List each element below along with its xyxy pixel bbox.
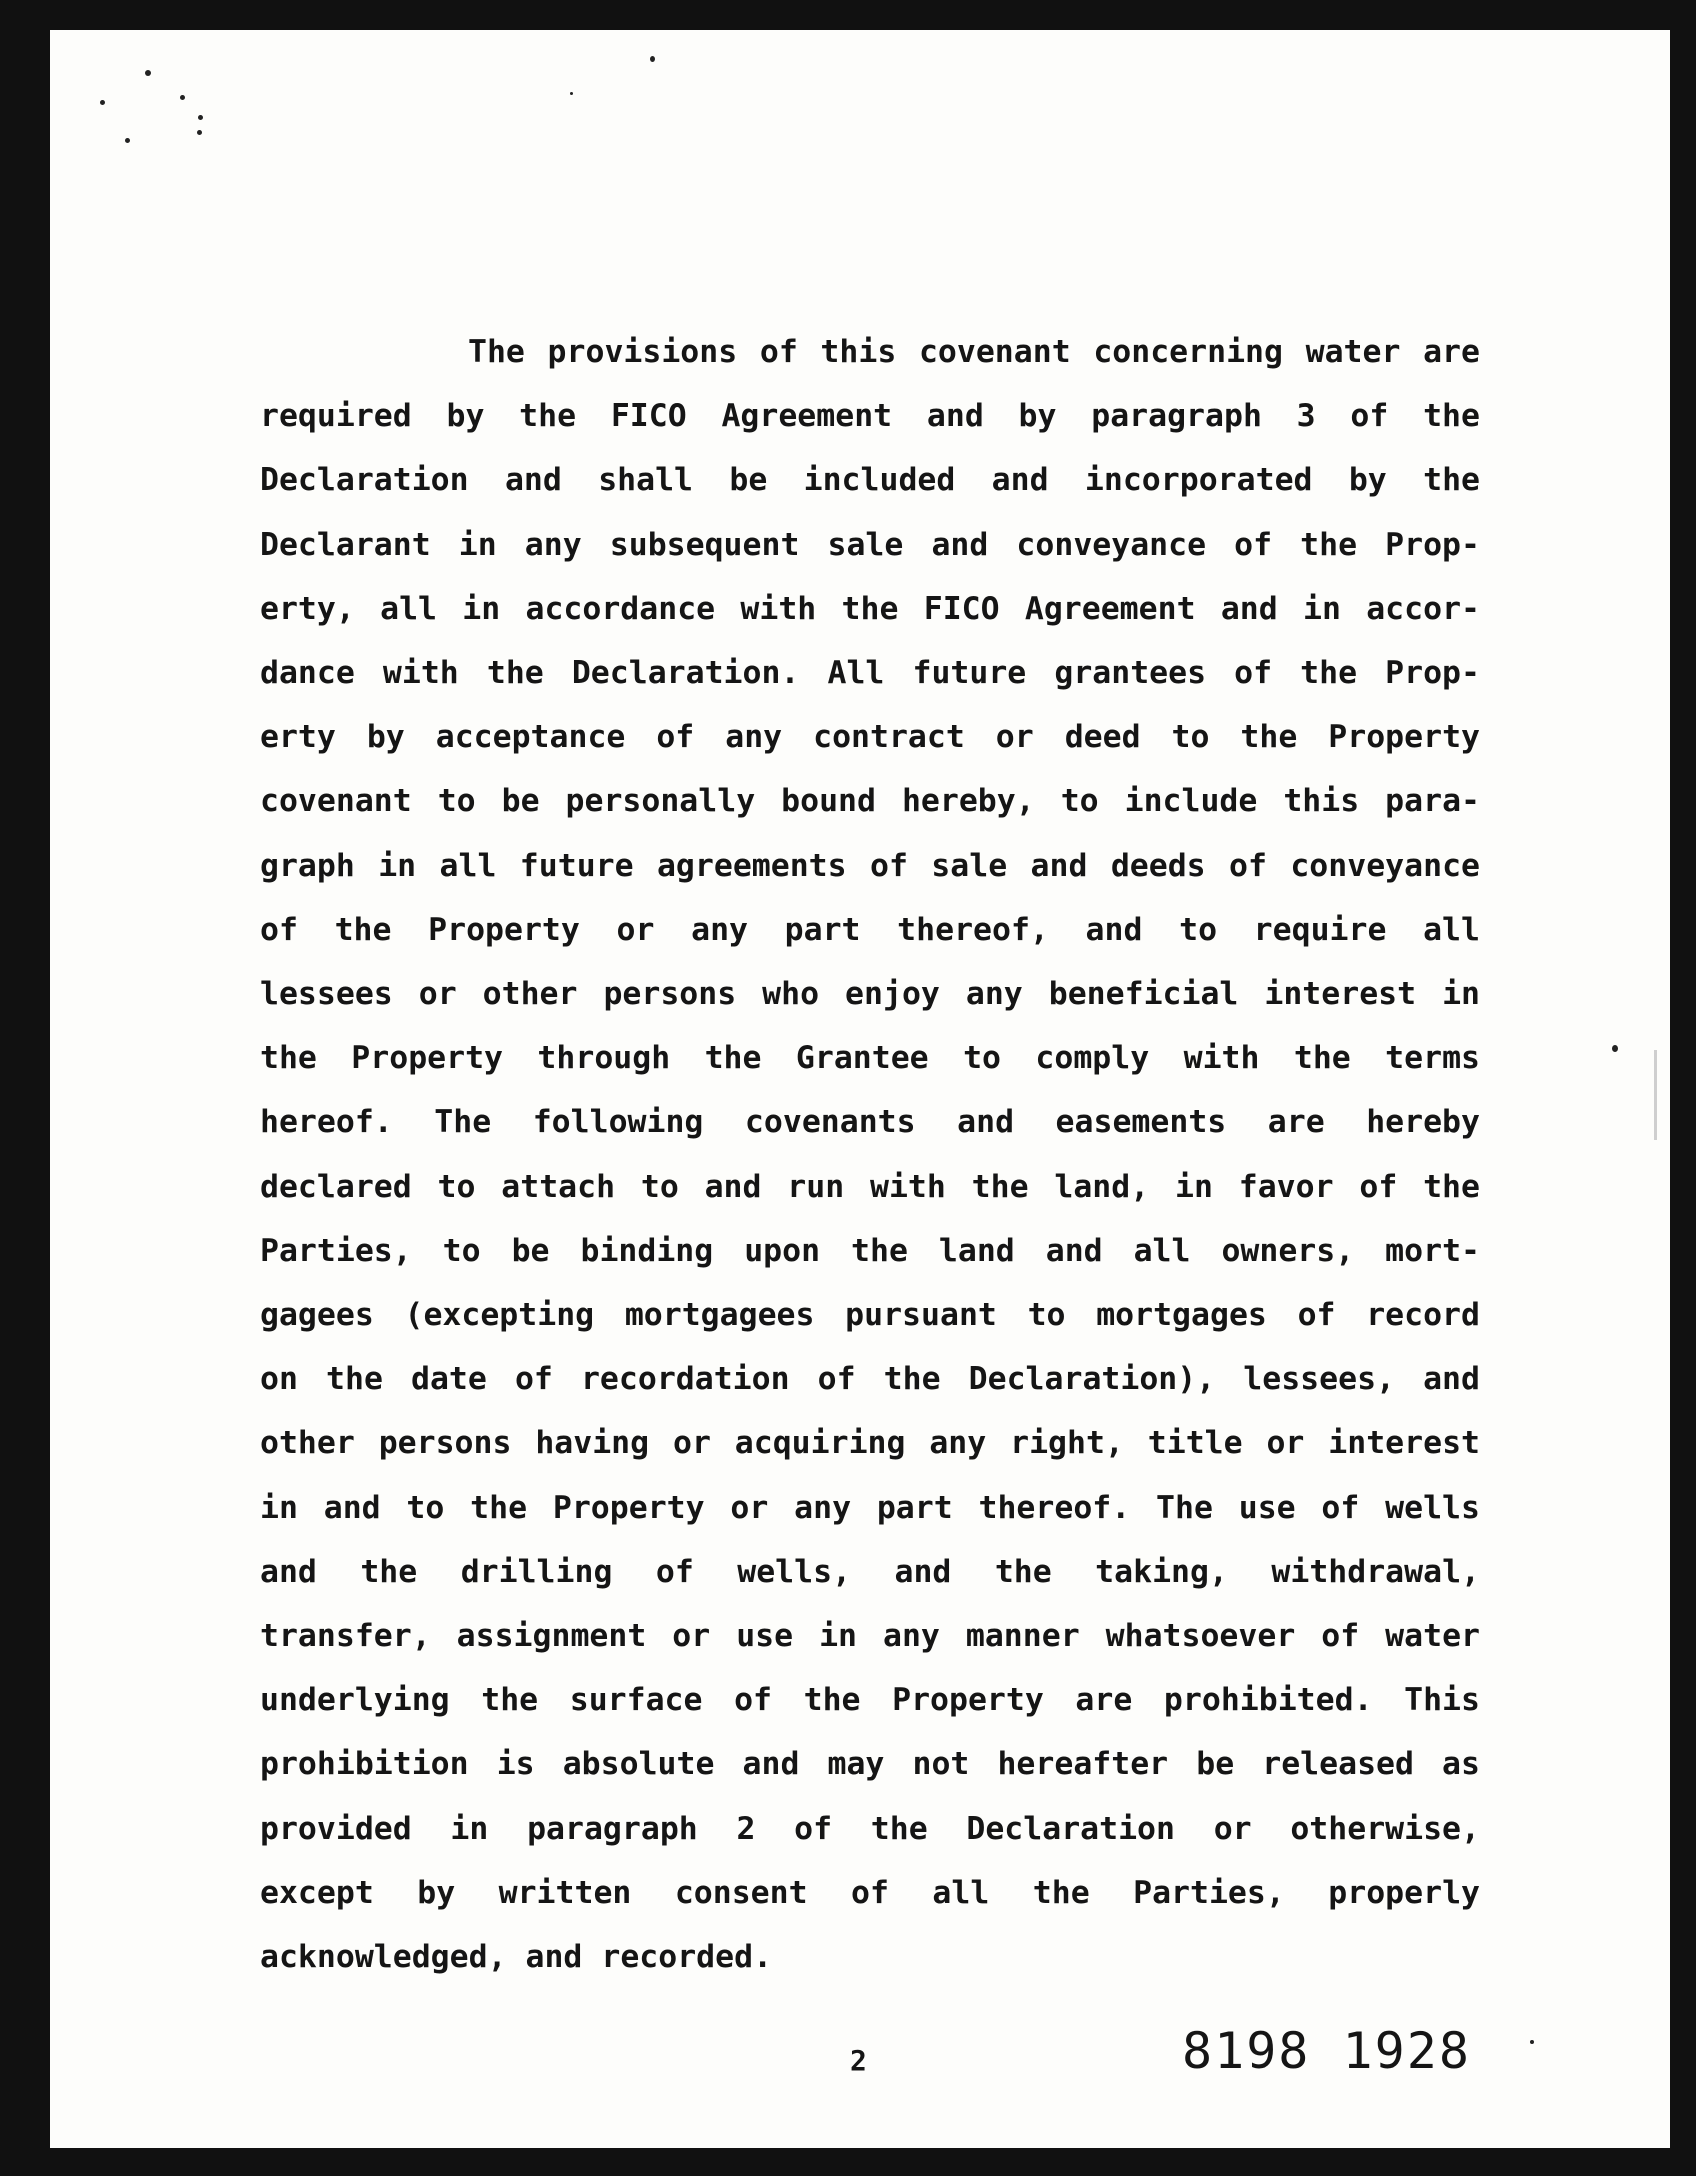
text-line: covenant to be personally bound hereby, to include this para- <box>260 783 1480 820</box>
scan-speck <box>125 138 130 143</box>
text-line: lessees or other persons who enjoy any beneficial interest in <box>260 976 1480 1013</box>
scan-speck <box>180 95 185 100</box>
scan-speck <box>1530 2040 1534 2044</box>
text-line: declared to attach to and run with the land, in favor of the <box>260 1168 1480 1205</box>
scan-speck <box>197 130 202 135</box>
scan-speck <box>650 56 655 62</box>
text-line: underlying the surface of the Property are prohibited. This <box>260 1682 1480 1719</box>
text-line: gagees (excepting mortgagees pursuant to mortgages of record <box>260 1297 1480 1334</box>
text-line: graph in all future agreements of sale and deeds of conveyance <box>260 847 1480 884</box>
covenant-paragraph <box>260 320 1480 1989</box>
text-line: and the drilling of wells, and the taking, withdrawal, <box>260 1553 1480 1590</box>
text-line: The provisions of this covenant concerning water are <box>468 334 1480 370</box>
text-line: on the date of recordation of the Declaration), lessees, and <box>260 1361 1480 1398</box>
scan-speck <box>198 115 203 120</box>
text-line: prohibition is absolute and may not hereafter be released as <box>260 1746 1480 1783</box>
scan-scratch <box>1654 1050 1657 1140</box>
text-line: Declaration and shall be included and incorporated by the <box>260 462 1480 499</box>
scan-speck <box>145 70 151 76</box>
text-line: provided in paragraph 2 of the Declaration or otherwise, <box>260 1810 1480 1847</box>
scan-speck <box>1612 1045 1618 1052</box>
text-line: erty by acceptance of any contract or deed to the Property <box>260 719 1480 756</box>
scan-speck <box>570 92 573 95</box>
document-page <box>50 30 1670 2148</box>
text-line: the Property through the Grantee to comply with the terms <box>260 1040 1480 1077</box>
text-line: dance with the Declaration. All future grantees of the Prop- <box>260 655 1480 692</box>
text-line: erty, all in accordance with the FICO Agreement and in accor- <box>260 590 1480 627</box>
text-line: other persons having or acquiring any right, title or interest <box>260 1425 1480 1462</box>
page-number: 2 <box>850 2044 867 2077</box>
text-line: Declarant in any subsequent sale and conveyance of the Prop- <box>260 526 1480 563</box>
text-line: transfer, assignment or use in any manner whatsoever of water <box>260 1618 1480 1655</box>
text-line: except by written consent of all the Parties, properly <box>260 1874 1480 1911</box>
text-line: hereof. The following covenants and easements are hereby <box>260 1104 1480 1141</box>
text-line: of the Property or any part thereof, and to require all <box>260 911 1480 948</box>
text-line: in and to the Property or any part thereof. The use of wells <box>260 1489 1480 1526</box>
text-line: required by the FICO Agreement and by paragraph 3 of the <box>260 398 1480 435</box>
scan-speck <box>100 100 105 105</box>
record-book-page-number: 8198 1928 <box>1182 2022 1471 2080</box>
text-line: acknowledged, and recorded. <box>260 1939 773 1976</box>
text-line: Parties, to be binding upon the land and all owners, mort- <box>260 1232 1480 1269</box>
